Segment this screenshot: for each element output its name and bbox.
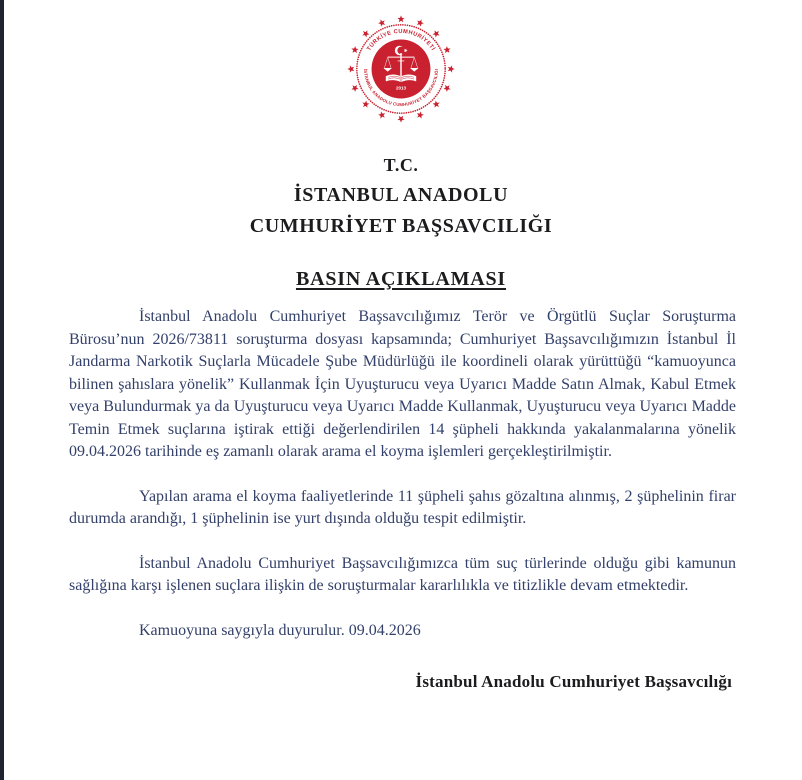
document-title-text: BASIN AÇIKLAMASI <box>295 268 507 290</box>
emblem-year-label: 2013 <box>395 85 407 91</box>
emblem-top-arc-text: TÜRKİYE CUMHURİYETİ <box>366 28 436 53</box>
press-release-body <box>69 306 736 664</box>
letterhead-institution-line1: İSTANBUL ANADOLU <box>293 184 509 206</box>
letterhead-institution-line2: CUMHURİYET BAŞSAVCILIĞI <box>249 215 553 237</box>
press-release-paragraph: İstanbul Anadolu Cumhuriyet Başsavcılığımızca tüm suç türlerinde olduğu gibi kamunun sağlığına karşı işlenen suçlara ilişkin de soruşturmalar kararlılıkla ve titizlikle devam etmektedir. <box>69 554 736 594</box>
document-title <box>0 268 802 291</box>
letterhead <box>0 150 802 242</box>
signature-line: İstanbul Anadolu Cumhuriyet Başsavcılığı <box>415 672 732 691</box>
press-release-paragraph: İstanbul Anadolu Cumhuriyet Başsavcılığımız Terör ve Örgütlü Suçlar Soruşturma Bürosu’nun 2026/73811 soruşturma dosyası kapsamında; Cumhuriyet Başsavcılığımızın İstanbul İl Jandarma Narkotik Suçlarla Mücadele Şube Müdürlüğü ile koordineli olarak yürüttüğü “kamuoyunca bilinen şahıslara yönelik” Kullanmak İçin Uyuşturucu veya Uyarıcı Madde Satın Almak, Kabul Etmek veya Bulundurmak ya da Uyuşturucu veya Uyarıcı Madde Kullanmak, Uyuşturucu veya Uyarıcı Madde Temin Etmek suçlarına iştirak ettiği değerlendirilen 14 şüpheli hakkında yakalanmalarına yönelik 09.04.2026 tarihinde eş zamanlı olarak arama el koyma işlemleri gerçekleştirilmiştir. <box>69 308 736 460</box>
prosecutors-office-emblem-icon <box>344 12 458 126</box>
emblem-bottom-arc-text: İSTANBUL ANADOLU CUMHURİYET BAŞSAVCILIĞI <box>362 68 440 108</box>
press-release-paragraph: Yapılan arama el koyma faaliyetlerinde 11 şüpheli şahıs gözaltına alınmış, 2 şüphelinin firar durumda arandığı, 1 şüphelinin ise yurt dışında olduğu tespit edilmiştir. <box>69 487 736 527</box>
letterhead-tc: T.C. <box>383 155 419 175</box>
closing-statement: Kamuoyuna saygıyla duyurulur. 09.04.2026 <box>139 621 421 639</box>
